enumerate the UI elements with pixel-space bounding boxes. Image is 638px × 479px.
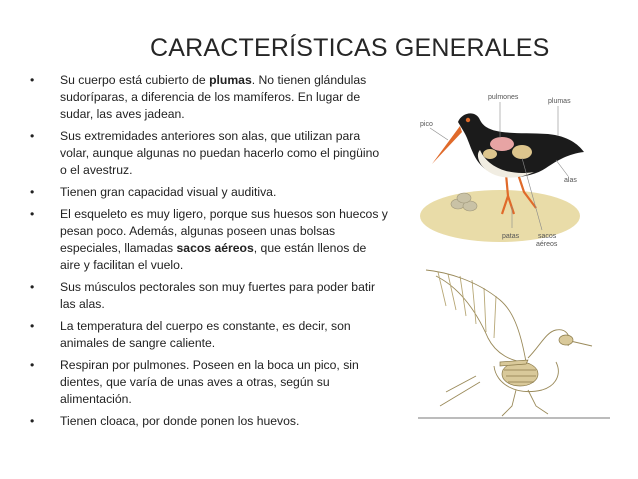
label-plumas: plumas xyxy=(548,98,571,105)
characteristics-list xyxy=(28,72,388,435)
egg xyxy=(457,193,471,203)
bullet-icon: • xyxy=(30,280,35,294)
beak xyxy=(432,126,462,164)
leader-line xyxy=(556,160,568,176)
leg-bones xyxy=(502,390,548,416)
air-sac xyxy=(512,145,532,159)
label-alas: alas xyxy=(564,177,577,184)
bird-skeleton-illustration xyxy=(416,266,612,420)
list-item xyxy=(28,279,388,313)
item-text: El esqueleto es muy ligero, porque sus huesos son huecos y pesan poco. Además, algunas poseen unas bolsas especiales, llamadas xyxy=(60,207,388,255)
bullet-icon: • xyxy=(30,414,35,428)
bird-anatomy-illustration xyxy=(418,88,600,258)
air-sac xyxy=(483,149,497,159)
item-text-post: . No tienen glándulas sudoríparas, a diferencia de los mamíferos. En lugar de sudar, las aves jadean. xyxy=(60,73,367,121)
list-item xyxy=(28,72,388,123)
bullet-icon: • xyxy=(30,319,35,333)
label-patas: patas xyxy=(502,233,520,240)
list-item xyxy=(28,357,388,408)
label-sacos: sacos xyxy=(538,233,557,240)
skull xyxy=(559,335,573,345)
label-pico: pico xyxy=(420,121,433,128)
list-item xyxy=(28,128,388,179)
list-item xyxy=(28,413,388,430)
list-item xyxy=(28,184,388,201)
item-bold: plumas xyxy=(209,73,252,87)
item-text: Sus extremidades anteriores son alas, que utilizan para volar, aunque algunas no puedan hacerlo como el pingüino o el avestruz. xyxy=(60,129,380,177)
list-item xyxy=(28,318,388,352)
item-bold: sacos aéreos xyxy=(176,241,254,255)
leader-line xyxy=(430,128,448,140)
list-item xyxy=(28,206,388,274)
label-pulmones: pulmones xyxy=(488,94,519,101)
item-text: Tienen gran capacidad visual y auditiva. xyxy=(60,185,277,199)
item-text: Su cuerpo está cubierto de xyxy=(60,73,210,87)
page-title: CARACTERÍSTICAS GENERALES xyxy=(150,34,550,62)
eye xyxy=(466,118,470,122)
item-text: Sus músculos pectorales son muy fuertes para poder batir las alas. xyxy=(60,280,376,311)
lungs xyxy=(490,137,514,151)
bullet-icon: • xyxy=(30,129,35,143)
bullet-icon: • xyxy=(30,358,35,372)
tail xyxy=(440,376,480,406)
bullet-icon: • xyxy=(30,73,35,87)
item-text-post: , que están llenos de aire y facilitan el vuelo. xyxy=(60,241,367,272)
bullet-icon: • xyxy=(30,207,35,221)
item-text: Respiran por pulmones. Poseen en la boca un pico, sin dientes, que varía de unas aves a otras, según su alimentación. xyxy=(60,358,359,406)
item-text: Tienen cloaca, por donde ponen los huevos. xyxy=(60,414,300,428)
bullet-icon: • xyxy=(30,185,35,199)
wing-outline xyxy=(436,276,526,362)
label-aereos: aéreos xyxy=(536,241,558,248)
item-text: La temperatura del cuerpo es constante, es decir, son animales de sangre caliente. xyxy=(60,319,351,350)
